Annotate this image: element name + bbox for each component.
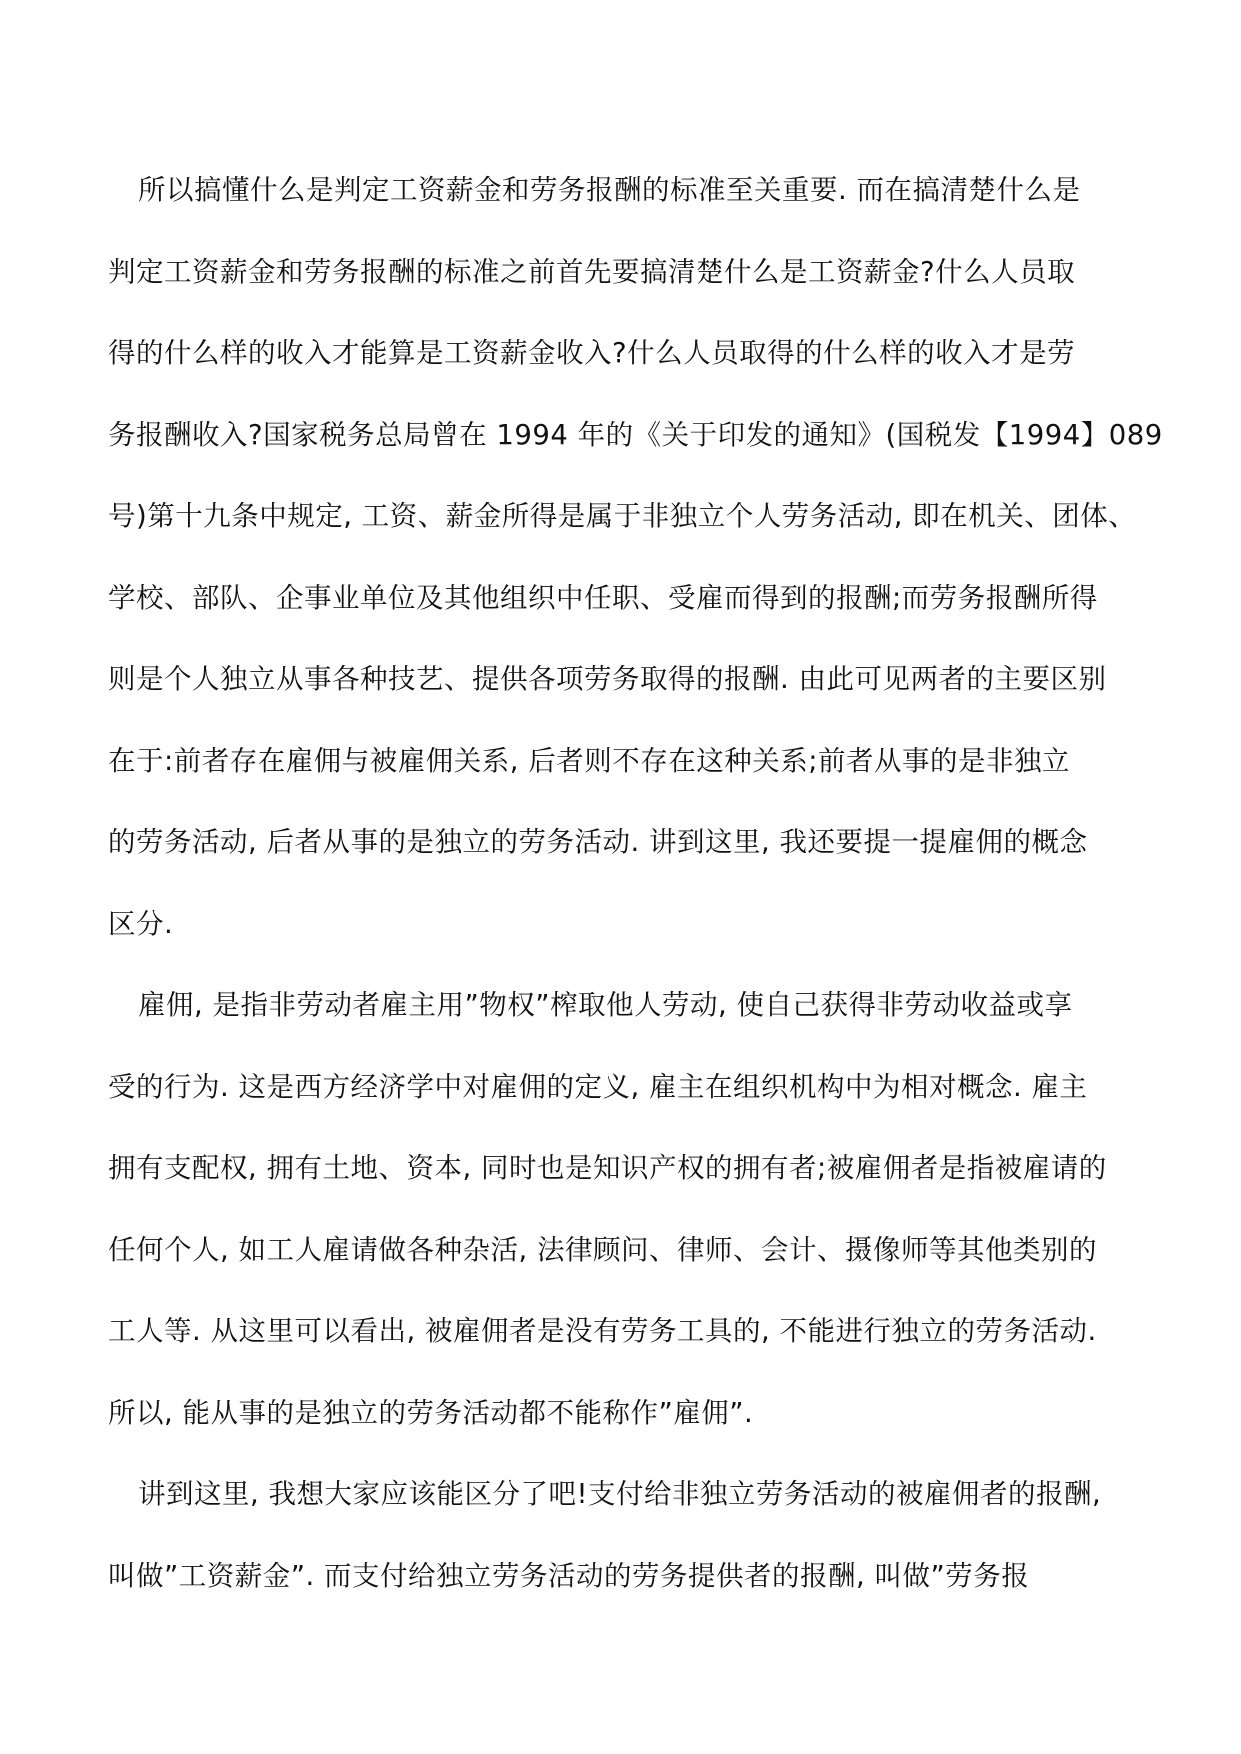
paragraph-3 (108, 1454, 1133, 1617)
text-line: 受的行为. 这是西方经济学中对雇佣的定义, 雇主在组织机构中为相对概念. 雇主 (108, 1070, 1088, 1103)
text-line: 区分. (108, 907, 174, 940)
text-line: 务报酬收入?国家税务总局曾在 1994 年的《关于印发的通知》(国税发【1994】089 (108, 418, 1163, 451)
text-line: 则是个人独立从事各种技艺、提供各项劳务取得的报酬. 由此可见两者的主要区别 (108, 663, 1107, 695)
paragraph-2 (108, 965, 1133, 1454)
text-line: 讲到这里, 我想大家应该能区分了吧!支付给非独立劳务活动的被雇佣者的报酬, (138, 1478, 1102, 1510)
text-line: 工人等. 从这里可以看出, 被雇佣者是没有劳务工具的, 不能进行独立的劳务活动. (108, 1315, 1097, 1347)
text-line: 判定工资薪金和劳务报酬的标准之前首先要搞清楚什么是工资薪金?什么人员取 (108, 255, 1076, 288)
text-line: 号)第十九条中规定, 工资、薪金所得是属于非独立个人劳务活动, 即在机关、团体、 (108, 500, 1137, 532)
document-page (108, 150, 1163, 1617)
text-line: 学校、部队、企事业单位及其他组织中任职、受雇而得到的报酬;而劳务报酬所得 (108, 581, 1098, 614)
text-line: 在于:前者存在雇佣与被雇佣关系, 后者则不存在这种关系;前者从事的是非独立 (108, 744, 1071, 777)
text-line: 的劳务活动, 后者从事的是独立的劳务活动. 讲到这里, 我还要提一提雇佣的概念 (108, 826, 1088, 858)
text-line: 雇佣, 是指非劳动者雇主用”物权”榨取他人劳动, 使自己获得非劳动收益或享 (138, 989, 1073, 1021)
text-line: 任何个人, 如工人雇请做各种杂活, 法律顾问、律师、会计、摄像师等其他类别的 (108, 1233, 1097, 1266)
text-line: 得的什么样的收入才能算是工资薪金收入?什么人员取得的什么样的收入才是劳 (108, 337, 1076, 369)
text-line: 叫做”工资薪金”. 而支付给独立劳务活动的劳务提供者的报酬, 叫做”劳务报 (108, 1559, 1030, 1592)
text-line: 所以搞懂什么是判定工资薪金和劳务报酬的标准至关重要. 而在搞清楚什么是 (138, 174, 1081, 206)
paragraph-1 (108, 150, 1163, 965)
text-line: 所以, 能从事的是独立的劳务活动都不能称作”雇佣”. (108, 1396, 754, 1429)
text-line: 拥有支配权, 拥有土地、资本, 同时也是知识产权的拥有者;被雇佣者是指被雇请的 (108, 1152, 1107, 1184)
